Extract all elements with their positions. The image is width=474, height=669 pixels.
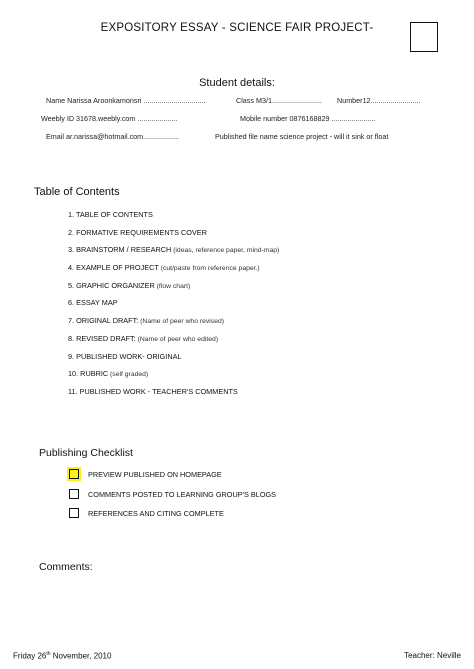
student-details-heading: Student details: xyxy=(199,77,275,89)
toc-item: 7. ORIGINAL DRAFT: (Name of peer who revised) xyxy=(68,316,225,326)
published-file-name: Published file name science project - will it sink or float xyxy=(215,132,389,141)
email: Email ar.narissa@hotmail.com.................. xyxy=(46,132,180,141)
toc-heading: Table of Contents xyxy=(34,186,120,198)
checklist-item-label: COMMENTS POSTED TO LEARNING GROUP'S BLOGS xyxy=(88,489,277,499)
checklist-item-label: PREVIEW PUBLISHED ON HOMEPAGE xyxy=(88,469,222,479)
checklist-heading: Publishing Checklist xyxy=(39,447,133,459)
student-name: Name Narissa Aroonkamonsri ............................... xyxy=(46,96,206,105)
checklist-item-comments xyxy=(69,489,276,499)
toc-item: 3. BRAINSTORM / RESEARCH (ideas, reference paper, mind-map) xyxy=(68,245,280,255)
toc-list xyxy=(68,206,279,401)
checkbox[interactable] xyxy=(69,469,79,479)
toc-item: 10. RUBRIC (self graded) xyxy=(68,369,149,379)
toc-item: 9. PUBLISHED WORK- ORIGINAL xyxy=(68,351,182,361)
toc-item: 5. GRAPHIC ORGANIZER (flow chart) xyxy=(68,280,191,290)
toc-item: 11. PUBLISHED WORK - TEACHER'S COMMENTS xyxy=(68,386,238,396)
blank-box xyxy=(410,22,438,52)
toc-item: 2. FORMATIVE REQUIREMENTS COVER xyxy=(68,227,207,237)
toc-item: 8. REVISED DRAFT: (Name of peer who edited) xyxy=(68,333,219,343)
toc-item: 4. EXAMPLE OF PROJECT (cut/paste from reference paper.) xyxy=(68,263,260,273)
toc-item: 1. TABLE OF CONTENTS xyxy=(68,210,153,219)
weebly-id: Weebly ID 31678.weebly.com .................... xyxy=(41,114,178,123)
footer-teacher: Teacher: Neville xyxy=(404,651,461,660)
toc-item: 6. ESSAY MAP xyxy=(68,298,118,308)
checkbox[interactable] xyxy=(69,508,79,518)
footer-date: Friday 26th November, 2010 xyxy=(13,651,112,661)
page-title: EXPOSITORY ESSAY - SCIENCE FAIR PROJECT- xyxy=(100,22,374,34)
mobile-number: Mobile number 0876168829 ...................... xyxy=(240,114,376,123)
student-class: Class M3/1......................... xyxy=(236,96,322,105)
checkbox[interactable] xyxy=(69,489,79,499)
checklist-item-preview xyxy=(69,469,222,479)
checklist-item-label: REFERENCES AND CITING COMPLETE xyxy=(88,508,224,518)
comments-label: Comments: xyxy=(39,561,93,573)
student-number: Number12......................... xyxy=(337,96,421,105)
checklist-item-references xyxy=(69,508,224,518)
